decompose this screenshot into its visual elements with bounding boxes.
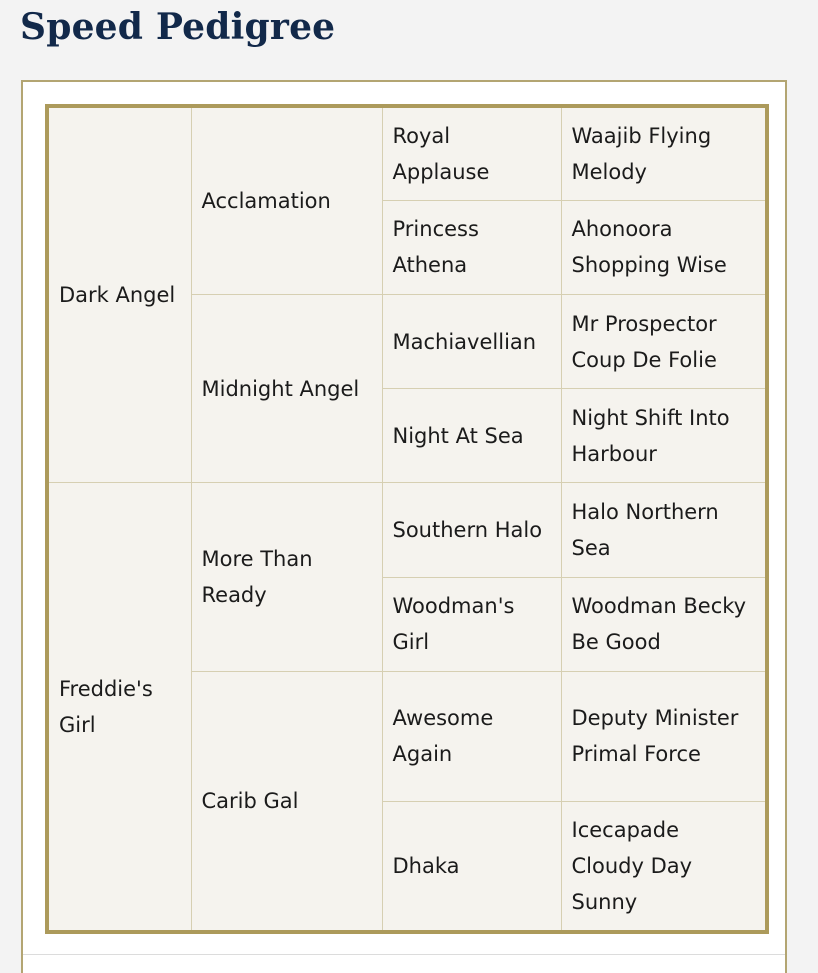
great-great-grandparents-cell: Woodman Becky Be Good	[561, 577, 767, 671]
great-grandparent-cell: Awesome Again	[382, 671, 561, 801]
great-great-grandparents-cell: Halo Northern Sea	[561, 483, 767, 577]
great-great-grandparents-cell: Ahonoora Shopping Wise	[561, 200, 767, 294]
dam-cell: Freddie's Girl	[47, 483, 191, 932]
maternal-granddam-cell: Carib Gal	[191, 671, 382, 932]
page-title: Speed Pedigree	[20, 6, 336, 48]
great-grandparent-cell: Machiavellian	[382, 294, 561, 388]
great-great-grandparents-cell: Deputy Minister Primal Force	[561, 671, 767, 801]
great-great-grandparents-cell: Waajib Flying Melody	[561, 106, 767, 200]
paternal-grandsire-cell: Acclamation	[191, 106, 382, 294]
great-great-grandparents-cell: Mr Prospector Coup De Folie	[561, 294, 767, 388]
great-grandparent-cell: Southern Halo	[382, 483, 561, 577]
paternal-granddam-cell: Midnight Angel	[191, 294, 382, 482]
great-grandparent-cell: Night At Sea	[382, 389, 561, 483]
pedigree-table	[45, 104, 769, 934]
great-grandparent-cell: Royal Applause	[382, 106, 561, 200]
maternal-grandsire-cell: More Than Ready	[191, 483, 382, 671]
great-grandparent-cell: Woodman's Girl	[382, 577, 561, 671]
pedigree-panel	[21, 80, 787, 973]
great-great-grandparents-cell: Night Shift Into Harbour	[561, 389, 767, 483]
sire-cell: Dark Angel	[47, 106, 191, 483]
great-grandparent-cell: Princess Athena	[382, 200, 561, 294]
great-great-grandparents-cell: Icecapade Cloudy Day Sunny	[561, 802, 767, 932]
panel-divider	[23, 954, 785, 955]
great-grandparent-cell: Dhaka	[382, 802, 561, 932]
